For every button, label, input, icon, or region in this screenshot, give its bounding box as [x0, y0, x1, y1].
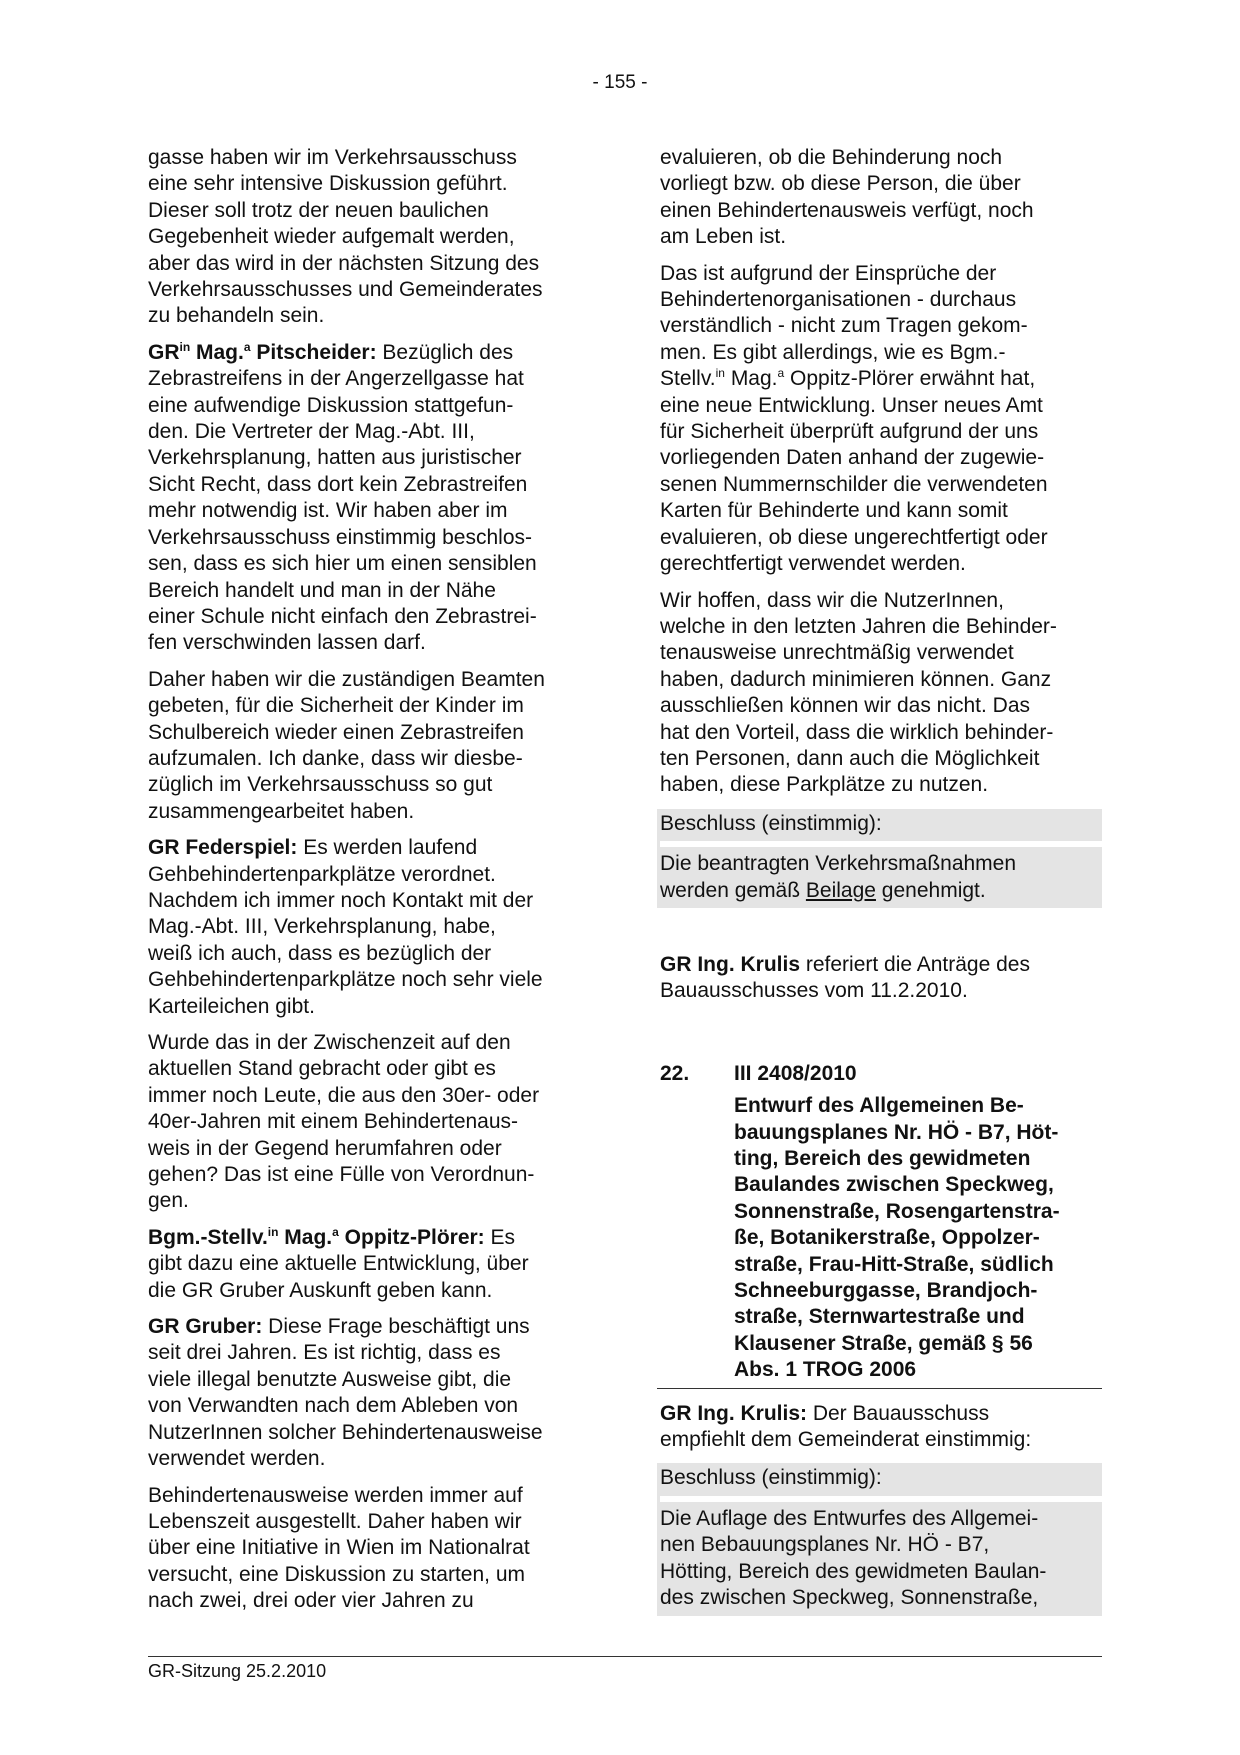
paragraph — [148, 1030, 590, 1215]
text-line: men. Es gibt allerdings, wie es Bgm.- — [660, 340, 1006, 364]
text-line: einer Schule nicht einfach den Zebrastrei- — [148, 604, 537, 628]
text-line: aber das wird in der nächsten Sitzung des — [148, 251, 540, 275]
text-line: ten Personen, dann auch die Möglichkeit — [660, 746, 1040, 770]
agenda-item-header — [660, 1061, 1102, 1087]
text-line: Verkehrsausschusses und Gemeinderates — [148, 278, 543, 302]
text-line: zusammengearbeitet haben. — [148, 799, 415, 823]
text-line: Die beantragten Verkehrsmaßnahmen — [660, 852, 1017, 876]
speech-first-line: GR Federspiel: Es werden laufend — [148, 836, 478, 860]
text-line: Gehbehindertenparkplätze verordnet. — [148, 862, 496, 886]
paragraph — [148, 145, 590, 330]
text-line: Schulbereich wieder einen Zebrastreifen — [148, 720, 524, 744]
agenda-code: III 2408/2010 — [734, 1061, 857, 1085]
resolution-label: Beschluss (einstimmig): — [660, 811, 882, 835]
divider — [657, 1388, 1102, 1389]
text-line: gen. — [148, 1189, 189, 1213]
text-line: senen Nummernschilder die verwendeten — [660, 472, 1048, 496]
text-line: straße, Sternwartestraße und — [734, 1305, 1025, 1329]
text-line: züglich im Verkehrsausschuss so gut — [148, 773, 493, 797]
text-line: empfiehlt dem Gemeinderat einstimmig: — [660, 1428, 1032, 1452]
text-line: Schneeburggasse, Brandjoch- — [734, 1279, 1038, 1303]
text-line: nen Bebauungsplanes Nr. HÖ - B7, — [660, 1533, 990, 1557]
speaker-name: GR Ing. Krulis — [660, 952, 801, 976]
text-line: Verkehrsplanung, hatten aus juristischer — [148, 446, 522, 470]
footer-session-date: GR-Sitzung 25.2.2010 — [148, 1661, 327, 1681]
text-line: gibt dazu eine aktuelle Entwicklung, über — [148, 1252, 529, 1276]
speaker-name: GR Ing. Krulis: — [660, 1401, 807, 1425]
text-line: über eine Initiative in Wien im Nationalrat — [148, 1536, 530, 1560]
text-line: bauungsplanes Nr. HÖ - B7, Höt- — [734, 1120, 1059, 1144]
text-line: Bereich handelt und man in der Nähe — [148, 578, 496, 602]
text-line: Hötting, Bereich des gewidmeten Baulan- — [660, 1559, 1047, 1583]
text-line: immer noch Leute, die aus den 30er- oder — [148, 1083, 540, 1107]
text-line: welche in den letzten Jahren die Behinder- — [660, 614, 1057, 638]
text-line: Karteileichen gibt. — [148, 994, 315, 1018]
text-line: Wir hoffen, dass wir die NutzerInnen, — [660, 588, 1004, 612]
text-line: Gehbehindertenparkplätze noch sehr viele — [148, 968, 543, 992]
speech-first-line: Bgm.-Stellv.$^{in}$ Mag.$^a$ Oppitz-Plörer: Es — [148, 1224, 516, 1249]
speech-first-line: $GR^{in}$ Mag.$^a$ Pitscheider: Bezüglich des — [148, 339, 514, 364]
text-line: gasse haben wir im Verkehrsausschuss — [148, 146, 517, 169]
text-line: vorliegenden Daten anhand der zugewie- — [660, 446, 1045, 470]
text-line: Nachdem ich immer noch Kontakt mit der — [148, 888, 534, 912]
text-line: eine aufwendige Diskussion stattgefun- — [148, 393, 514, 417]
text-line: ße, Botanikerstraße, Oppolzer- — [734, 1226, 1040, 1250]
text-line: Abs. 1 TROG 2006 — [734, 1358, 917, 1382]
text-line: Stellv.$^{in}$ Mag.$^a$ Oppitz-Plörer erwähnt hat, — [660, 366, 1036, 391]
paragraph — [660, 588, 1102, 799]
right-column — [660, 145, 1102, 1616]
text-line: aktuellen Stand gebracht oder gibt es — [148, 1057, 496, 1081]
text-line: eine neue Entwicklung. Unser neues Amt — [660, 393, 1043, 417]
text-line: Lebenszeit ausgestellt. Daher haben wir — [148, 1509, 522, 1533]
text-line: des zwischen Speckweg, Sonnenstraße, — [660, 1586, 1039, 1610]
speech-first-line: GR Gruber: Diese Frage beschäftigt uns — [148, 1315, 530, 1339]
text-line: nach zwei, drei oder vier Jahren zu — [148, 1589, 474, 1613]
text-line: Dieser soll trotz der neuen baulichen — [148, 198, 489, 222]
text-line: für Sicherheit überprüft aufgrund der uns — [660, 420, 1039, 444]
text-line: fen verschwinden lassen darf. — [148, 631, 426, 655]
text-line: den. Die Vertreter der Mag.-Abt. III, — [148, 420, 475, 444]
text-line: am Leben ist. — [660, 225, 787, 249]
text-line: zu behandeln sein. — [148, 304, 325, 328]
speaker-name: Bgm.-Stellv.$^{in}$ Mag.$^a$ Oppitz-Plörer: — [148, 1224, 485, 1249]
text-line: Baulandes zwischen Speckweg, — [734, 1173, 1054, 1197]
speech-pitscheider — [148, 340, 590, 657]
speech-oppitz-ploerer — [148, 1225, 590, 1304]
text-line: vorliegt bzw. ob diese Person, die über — [660, 172, 1021, 196]
text-line: evaluieren, ob die Behinderung noch — [660, 146, 1003, 169]
text-line: NutzerInnen solcher Behindertenausweise — [148, 1420, 543, 1444]
text-line: ting, Bereich des gewidmeten — [734, 1147, 1031, 1170]
resolution-box — [657, 1463, 1102, 1615]
text-line: verständlich - nicht zum Tragen gekom- — [660, 314, 1028, 338]
paragraph — [148, 667, 590, 825]
resolution-text — [660, 841, 1102, 908]
text-line: gehen? Das ist eine Fülle von Verordnun- — [148, 1163, 535, 1187]
text-line: sen, dass es sich hier um einen sensiblen — [148, 552, 537, 576]
page-number: - 155 - — [592, 72, 648, 93]
text-line: Sicht Recht, dass dort kein Zebrastreifen — [148, 472, 528, 496]
text-line: weiß ich auch, dass es bezüglich der — [148, 941, 492, 965]
text-line: Mag.-Abt. III, Verkehrsplanung, habe, — [148, 915, 496, 939]
text-line: die GR Gruber Auskunft geben kann. — [148, 1278, 493, 1302]
paragraph — [660, 261, 1102, 578]
text-line: Karten für Behinderte und kann somit — [660, 499, 1008, 523]
resolution-box — [657, 809, 1102, 908]
text-line: Gegebenheit wieder aufgemalt werden, — [148, 225, 515, 249]
text-line: Sonnenstraße, Rosengartenstra- — [734, 1199, 1060, 1223]
agenda-title — [734, 1093, 1102, 1383]
text-line: evaluieren, ob diese ungerechtfertigt oder — [660, 525, 1048, 549]
resolution-label: Beschluss (einstimmig): — [660, 1466, 882, 1490]
text-line: Zebrastreifens in der Angerzellgasse hat — [148, 367, 524, 391]
text-line: gebeten, für die Sicherheit der Kinder im — [148, 694, 524, 718]
text-line: Wurde das in der Zwischenzeit auf den — [148, 1031, 511, 1054]
text-line: viele illegal benutzte Ausweise gibt, die — [148, 1367, 512, 1391]
text-line: Verkehrsausschuss einstimmig beschlos- — [148, 525, 532, 549]
speaker-name: GR Gruber: — [148, 1315, 263, 1339]
text-line: Behindertenorganisationen - durchaus — [660, 288, 1017, 312]
speech-krulis — [660, 1401, 1102, 1454]
text-line: Bauausschusses vom 11.2.2010. — [660, 979, 968, 1003]
left-column — [148, 145, 590, 1625]
text-line: mehr notwendig ist. Wir haben aber im — [148, 499, 508, 523]
text-line: einen Behindertenausweis verfügt, noch — [660, 198, 1034, 222]
speech-federspiel — [148, 835, 590, 1020]
agenda-number: 22. — [660, 1061, 690, 1085]
speaker-name: $GR^{in}$ Mag.$^a$ Pitscheider: — [148, 339, 377, 364]
text-line: Klausener Straße, gemäß § 56 — [734, 1331, 1033, 1355]
text-line: tenausweise unrechtmäßig verwendet — [660, 641, 1014, 665]
text-line: Entwurf des Allgemeinen Be- — [734, 1094, 1024, 1118]
speech-first-line: GR Ing. Krulis referiert die Anträge des — [660, 952, 1030, 976]
text-line: haben, diese Parkplätze zu nutzen. — [660, 773, 989, 797]
text-line: 40er-Jahren mit einem Behindertenaus- — [148, 1110, 519, 1134]
text-line: Die Auflage des Entwurfes des Allgemei- — [660, 1506, 1039, 1530]
text-line: hat den Vorteil, dass die wirklich behinder- — [660, 720, 1054, 744]
text-line: haben, dadurch minimieren können. Ganz — [660, 667, 1052, 691]
speaker-name: GR Federspiel: — [148, 836, 298, 860]
text-line: Das ist aufgrund der Einsprüche der — [660, 261, 997, 285]
text-line: werden gemäß Beilage genehmigt. — [660, 878, 986, 902]
attachment-link[interactable]: Beilage — [805, 878, 876, 902]
paragraph — [660, 145, 1102, 251]
speech-gruber — [148, 1314, 590, 1472]
text-line: von Verwandten nach dem Ableben von — [148, 1394, 519, 1418]
paragraph — [148, 1483, 590, 1615]
report-note — [660, 952, 1102, 1005]
text-line: gerechtfertigt verwendet werden. — [660, 552, 966, 576]
text-line: straße, Frau-Hitt-Straße, südlich — [734, 1252, 1054, 1276]
text-line: versucht, eine Diskussion zu starten, um — [148, 1562, 525, 1586]
text-line: Daher haben wir die zuständigen Beamten — [148, 667, 545, 691]
speech-first-line: GR Ing. Krulis: Der Bauausschuss — [660, 1401, 990, 1425]
text-line: eine sehr intensive Diskussion geführt. — [148, 172, 508, 196]
resolution-text — [660, 1496, 1102, 1616]
footer-divider — [148, 1656, 1102, 1657]
text-line: verwendet werden. — [148, 1447, 326, 1471]
text-line: aufzumalen. Ich danke, dass wir diesbe- — [148, 746, 523, 770]
text-line: ausschließen können wir das nicht. Das — [660, 694, 1031, 718]
text-line: seit drei Jahren. Es ist richtig, dass es — [148, 1341, 501, 1365]
text-line: weis in der Gegend herumfahren oder — [148, 1136, 502, 1160]
text-line: Behindertenausweise werden immer auf — [148, 1483, 523, 1507]
